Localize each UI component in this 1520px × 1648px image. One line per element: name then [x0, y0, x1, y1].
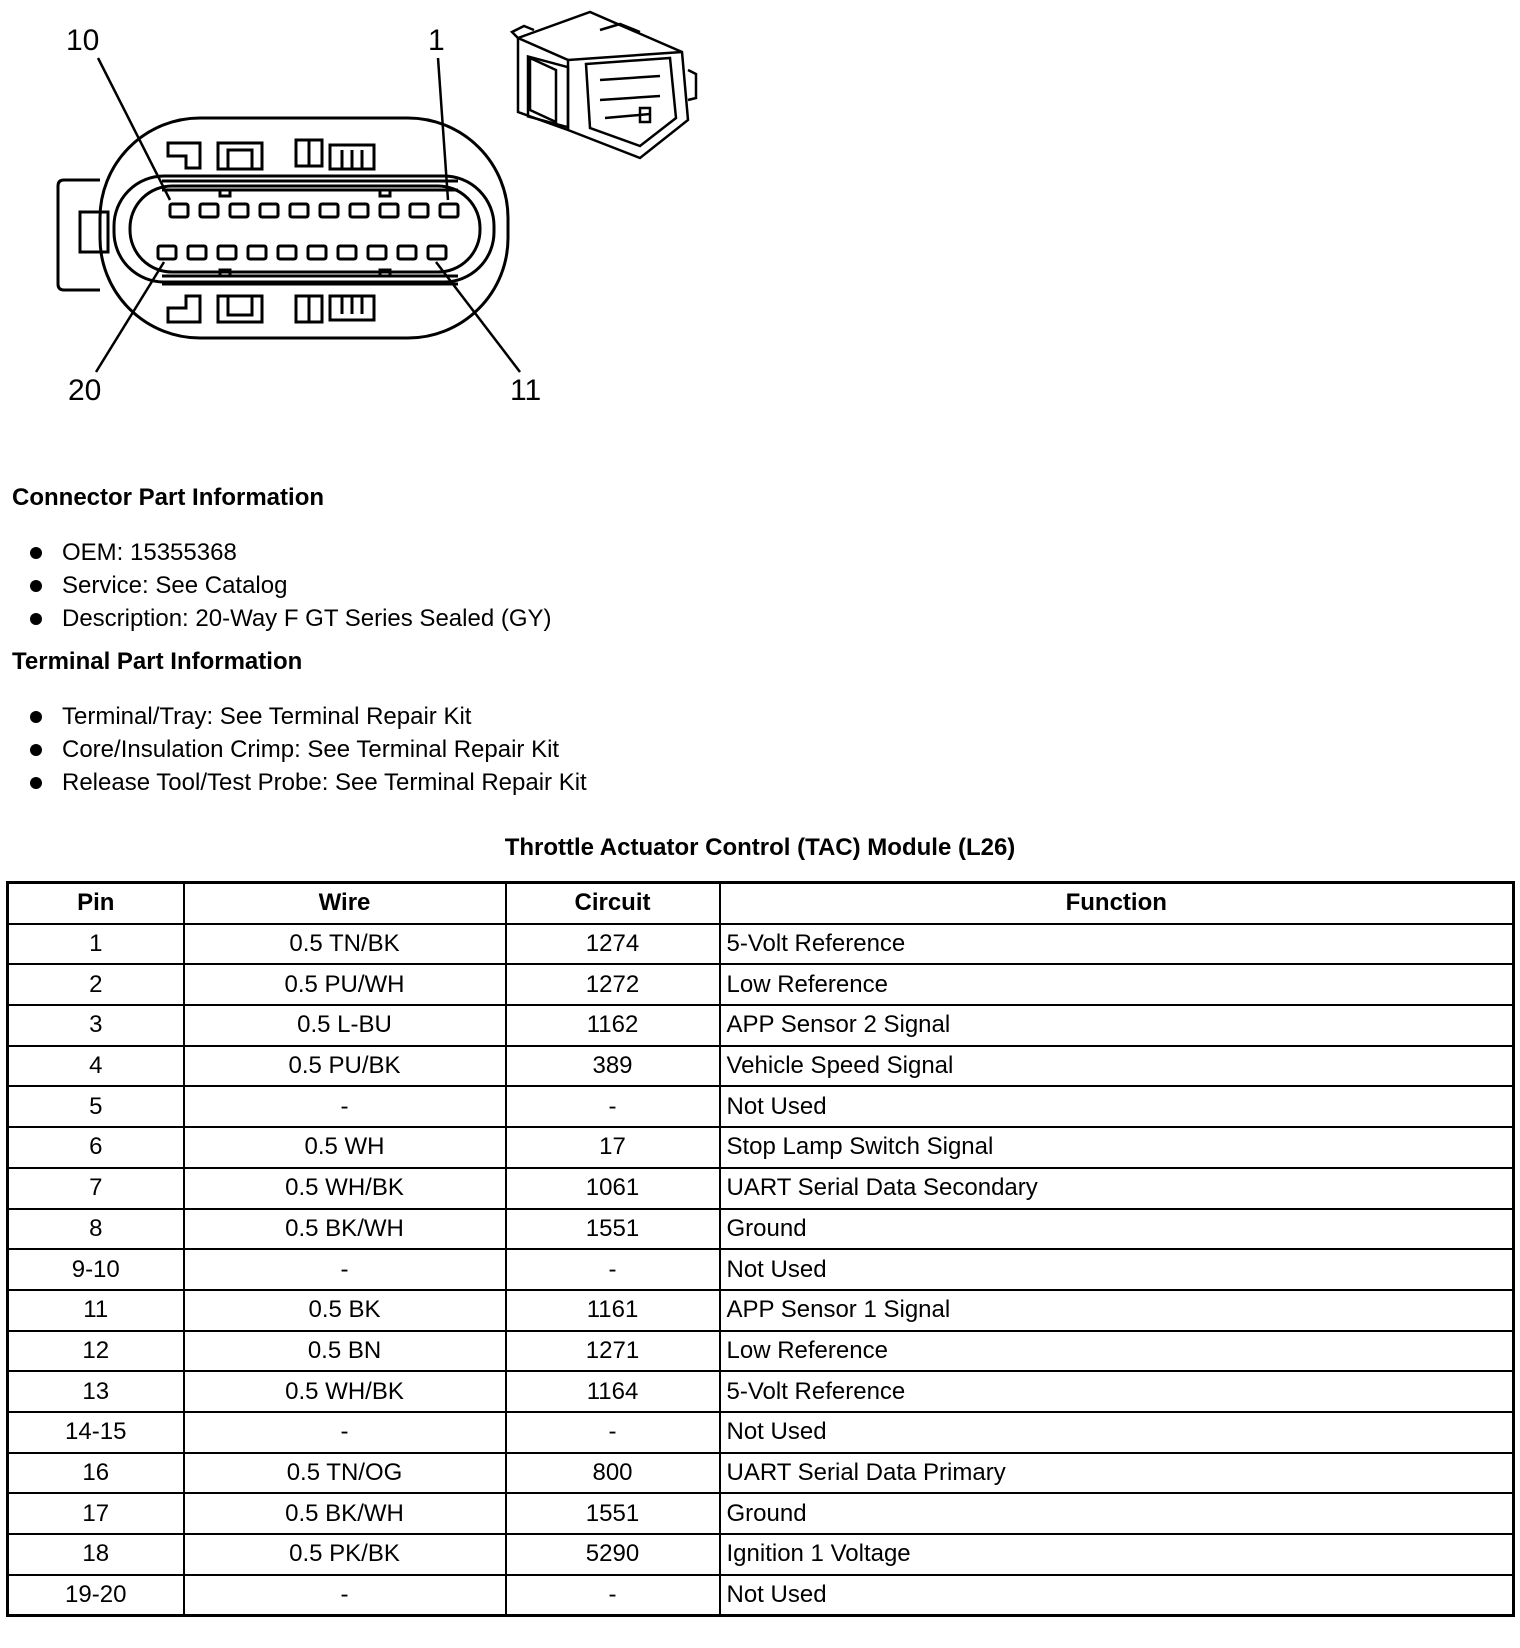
cell-circuit: 1271 — [506, 1331, 720, 1372]
list-item: Service: See Catalog — [30, 569, 552, 602]
table-header-row — [8, 883, 1514, 924]
cell-pin: 12 — [8, 1331, 184, 1372]
cell-wire: 0.5 BK/WH — [184, 1493, 506, 1534]
cell-pin: 8 — [8, 1209, 184, 1250]
cell-function: Not Used — [720, 1249, 1514, 1290]
bullet-icon — [30, 777, 42, 789]
cell-pin: 16 — [8, 1453, 184, 1494]
table-row — [8, 1209, 1514, 1250]
bullet-icon — [30, 613, 42, 625]
cell-wire: 0.5 L-BU — [184, 1005, 506, 1046]
cell-pin: 5 — [8, 1086, 184, 1127]
cell-circuit: 1164 — [506, 1371, 720, 1412]
pin-label-bottom-right: 11 — [510, 374, 542, 407]
bullet-icon — [30, 580, 42, 592]
cell-pin: 3 — [8, 1005, 184, 1046]
list-item: Terminal/Tray: See Terminal Repair Kit — [30, 700, 587, 733]
table-row — [8, 1127, 1514, 1168]
cell-wire: - — [184, 1249, 506, 1290]
cell-pin: 6 — [8, 1127, 184, 1168]
table-row — [8, 1005, 1514, 1046]
cell-wire: 0.5 TN/OG — [184, 1453, 506, 1494]
bullet-icon — [30, 547, 42, 559]
cell-function: UART Serial Data Primary — [720, 1453, 1514, 1494]
cell-function: 5-Volt Reference — [720, 1371, 1514, 1412]
cell-function: APP Sensor 1 Signal — [720, 1290, 1514, 1331]
cell-function: Stop Lamp Switch Signal — [720, 1127, 1514, 1168]
cell-pin: 1 — [8, 924, 184, 965]
connector-part-info-heading: Connector Part Information — [12, 484, 325, 511]
cell-circuit: 1061 — [506, 1168, 720, 1209]
cell-circuit: 389 — [506, 1046, 720, 1087]
cell-circuit: 1161 — [506, 1290, 720, 1331]
cell-pin: 17 — [8, 1493, 184, 1534]
table-row — [8, 1290, 1514, 1331]
connector-inner-shroud — [114, 176, 494, 282]
terminal-part-info-list — [30, 700, 587, 799]
table-row — [8, 1086, 1514, 1127]
cell-function: Not Used — [720, 1412, 1514, 1453]
table-row — [8, 964, 1514, 1005]
connector-part-info-list — [30, 536, 552, 635]
cell-pin: 9-10 — [8, 1249, 184, 1290]
cell-circuit: 1274 — [506, 924, 720, 965]
cell-circuit: - — [506, 1412, 720, 1453]
cell-wire: 0.5 TN/BK — [184, 924, 506, 965]
cell-function: UART Serial Data Secondary — [720, 1168, 1514, 1209]
cell-pin: 14-15 — [8, 1412, 184, 1453]
pin-label-top-right: 1 — [428, 24, 445, 57]
table-row — [8, 1168, 1514, 1209]
cell-function: Not Used — [720, 1575, 1514, 1616]
cell-wire: 0.5 BK/WH — [184, 1209, 506, 1250]
cell-wire: 0.5 WH — [184, 1127, 506, 1168]
cell-circuit: - — [506, 1575, 720, 1616]
bullet-icon — [30, 711, 42, 723]
table-row — [8, 1493, 1514, 1534]
terminal-part-info-heading: Terminal Part Information — [12, 648, 303, 675]
cell-function: Ground — [720, 1209, 1514, 1250]
cell-circuit: - — [506, 1249, 720, 1290]
table-row — [8, 1331, 1514, 1372]
cell-pin: 19-20 — [8, 1575, 184, 1616]
top-row-cavities — [170, 204, 458, 217]
column-header-pin: Pin — [8, 883, 184, 924]
cell-pin: 2 — [8, 964, 184, 1005]
cell-function: Low Reference — [720, 964, 1514, 1005]
cell-function: Vehicle Speed Signal — [720, 1046, 1514, 1087]
cell-wire: 0.5 BK — [184, 1290, 506, 1331]
cell-pin: 4 — [8, 1046, 184, 1087]
cell-wire: 0.5 BN — [184, 1331, 506, 1372]
cell-wire: 0.5 PK/BK — [184, 1534, 506, 1575]
cell-wire: - — [184, 1575, 506, 1616]
list-item: Release Tool/Test Probe: See Terminal Repair Kit — [30, 766, 587, 799]
list-item: OEM: 15355368 — [30, 536, 552, 569]
cell-circuit: 1551 — [506, 1209, 720, 1250]
table-row — [8, 1453, 1514, 1494]
pin-label-bottom-left: 20 — [68, 374, 102, 407]
table-row — [8, 1046, 1514, 1087]
cell-pin: 7 — [8, 1168, 184, 1209]
cell-function: Ground — [720, 1493, 1514, 1534]
bottom-row-cavities — [158, 246, 446, 259]
pin-label-top-left: 10 — [66, 24, 100, 57]
cell-wire: 0.5 PU/BK — [184, 1046, 506, 1087]
list-item: Description: 20-Way F GT Series Sealed (GY) — [30, 602, 552, 635]
cell-function: 5-Volt Reference — [720, 924, 1514, 965]
cell-circuit: 17 — [506, 1127, 720, 1168]
cell-wire: - — [184, 1086, 506, 1127]
table-row — [8, 1249, 1514, 1290]
cell-circuit: 1162 — [506, 1005, 720, 1046]
cell-wire: 0.5 PU/WH — [184, 964, 506, 1005]
cell-circuit: 1551 — [506, 1493, 720, 1534]
table-row — [8, 1534, 1514, 1575]
cell-circuit: 1272 — [506, 964, 720, 1005]
cell-circuit: 5290 — [506, 1534, 720, 1575]
column-header-wire: Wire — [184, 883, 506, 924]
cell-circuit: 800 — [506, 1453, 720, 1494]
cell-wire: - — [184, 1412, 506, 1453]
column-header-circuit: Circuit — [506, 883, 720, 924]
cell-function: Not Used — [720, 1086, 1514, 1127]
connector-face-diagram — [0, 0, 720, 430]
cell-function: Low Reference — [720, 1331, 1514, 1372]
cell-pin: 18 — [8, 1534, 184, 1575]
column-header-function: Function — [720, 883, 1514, 924]
table-row — [8, 1575, 1514, 1616]
cell-function: Ignition 1 Voltage — [720, 1534, 1514, 1575]
connector-housing — [100, 118, 508, 338]
bullet-icon — [30, 744, 42, 756]
cell-wire: 0.5 WH/BK — [184, 1168, 506, 1209]
connector-3d-thumbnail — [512, 12, 696, 158]
pinout-table — [6, 881, 1515, 1617]
cell-wire: 0.5 WH/BK — [184, 1371, 506, 1412]
table-row — [8, 1371, 1514, 1412]
table-title: Throttle Actuator Control (TAC) Module (L26) — [504, 834, 1016, 861]
cell-circuit: - — [506, 1086, 720, 1127]
table-row — [8, 924, 1514, 965]
cell-function: APP Sensor 2 Signal — [720, 1005, 1514, 1046]
cell-pin: 11 — [8, 1290, 184, 1331]
cell-pin: 13 — [8, 1371, 184, 1412]
list-item: Core/Insulation Crimp: See Terminal Repair Kit — [30, 733, 587, 766]
table-row — [8, 1412, 1514, 1453]
